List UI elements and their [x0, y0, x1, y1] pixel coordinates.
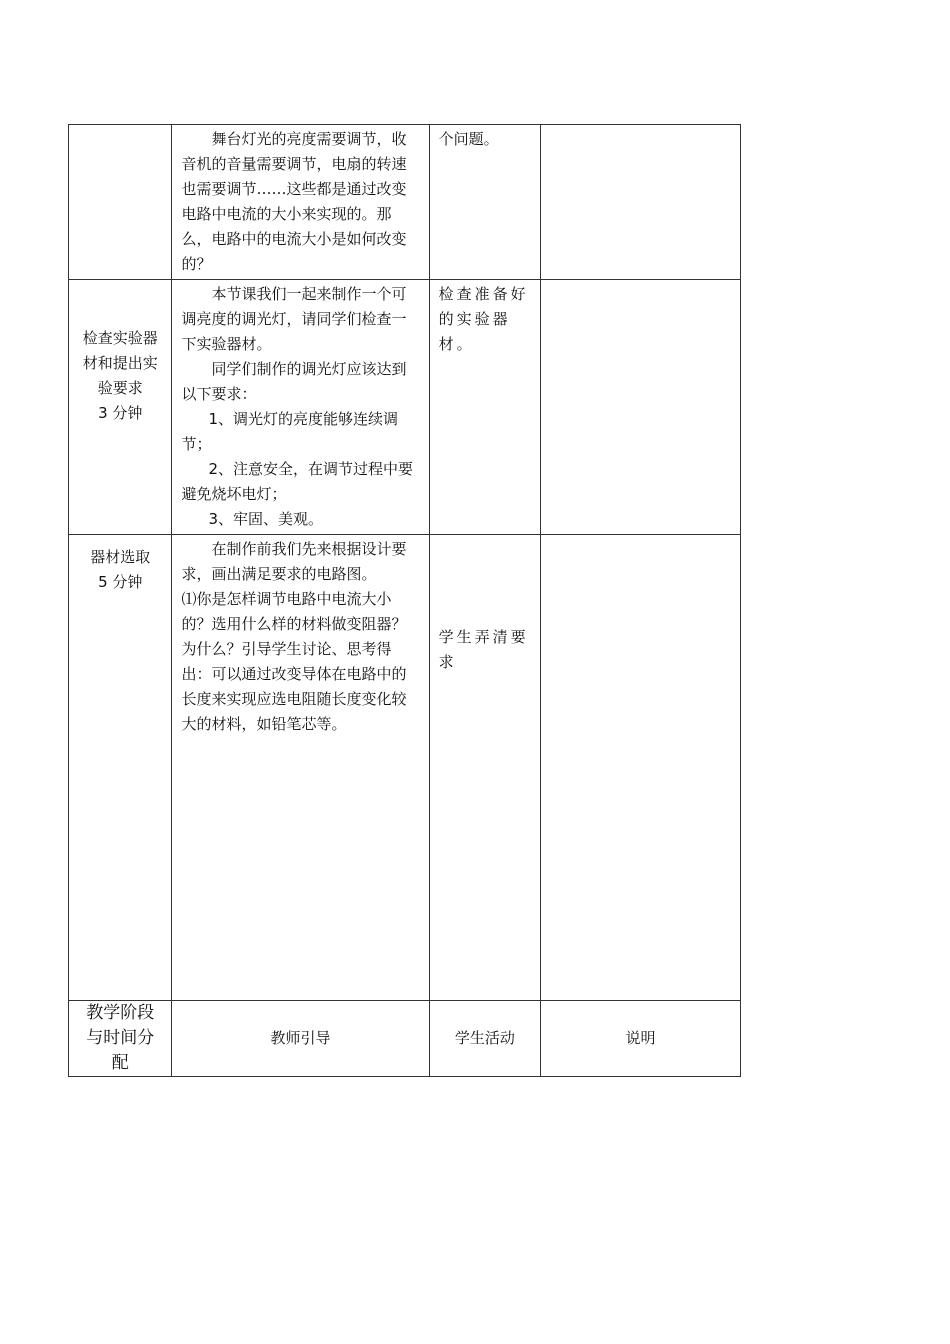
teacher-text: 本节课我们一起来制作一个可调亮度的调光灯，请同学们检查一下实验器材。	[181, 285, 407, 353]
stage-line: 材和提出实	[82, 354, 158, 372]
header-stage-line: 教学阶段	[86, 1003, 155, 1023]
header-stage-line: 配	[111, 1053, 129, 1073]
stage-cell	[69, 535, 172, 1001]
note-cell	[541, 535, 741, 1001]
teacher-text: ⑴你是怎样调节电路中电流大小的？选用什么样的材料做变阻器？为什么？引导学生讨论、思考得出：可以通过改变导体在电路中的长度来实现应选电阻随长度变化较大的材料，如铅笔芯等。	[181, 590, 407, 733]
student-text: 个问题。	[438, 130, 499, 148]
table-row	[69, 535, 741, 1001]
teacher-text: 2、注意安全，在调节过程中要避免烧坏电灯；	[181, 460, 413, 503]
note-cell	[541, 280, 741, 535]
stage-line: 器材选取	[90, 548, 151, 566]
teacher-text: 在制作前我们先来根据设计要求，画出满足要求的电路图。	[181, 540, 407, 583]
table-row	[69, 125, 741, 280]
teacher-text: 1、调光灯的亮度能够连续调节；	[181, 410, 398, 453]
stage-time: 5 分钟	[98, 573, 143, 591]
stage-line: 检查实验器	[82, 329, 158, 347]
header-note-label: 说明	[625, 1029, 656, 1047]
student-cell	[429, 280, 540, 535]
student-cell	[429, 535, 540, 1001]
note-cell	[541, 125, 741, 280]
teacher-text: 舞台灯光的亮度需要调节，收音机的音量需要调节，电扇的转速也需要调节……这些都是通过改变电路中电流的大小来实现的。那么，电路中的电流大小是如何改变的？	[181, 130, 407, 273]
stage-cell	[69, 280, 172, 535]
student-text: 学生弄清要求	[438, 628, 529, 671]
student-cell	[429, 125, 540, 280]
table-row	[69, 280, 741, 535]
stage-line: 验要求	[97, 379, 143, 397]
teacher-text: 同学们制作的调光灯应该达到以下要求：	[181, 360, 407, 403]
header-teacher-cell	[172, 1001, 429, 1077]
header-student-cell	[429, 1001, 540, 1077]
teacher-cell	[172, 280, 429, 535]
header-stage-cell	[69, 1001, 172, 1077]
header-teacher-label: 教师引导	[270, 1029, 331, 1047]
header-student-label: 学生活动	[454, 1029, 515, 1047]
stage-time: 3 分钟	[98, 404, 143, 422]
lesson-plan-table	[68, 124, 741, 1077]
student-text: 检查准备好的实验器材。	[438, 285, 529, 353]
teacher-cell	[172, 125, 429, 280]
header-stage-line: 与时间分	[86, 1028, 155, 1048]
stage-cell	[69, 125, 172, 280]
header-note-cell	[541, 1001, 741, 1077]
teacher-text: 3、牢固、美观。	[208, 510, 323, 528]
table-header-row	[69, 1001, 741, 1077]
teacher-cell	[172, 535, 429, 1001]
